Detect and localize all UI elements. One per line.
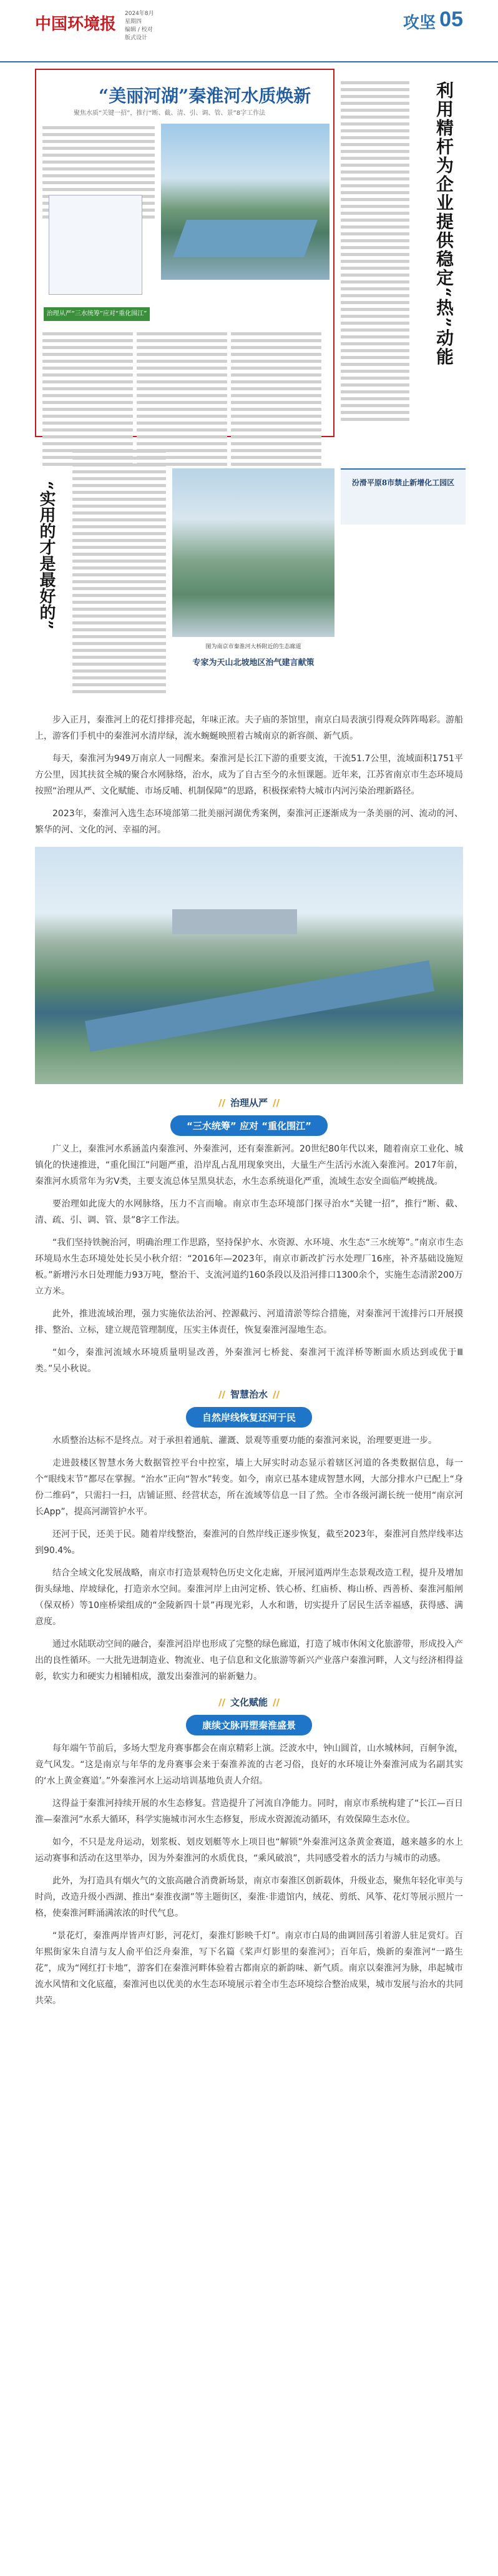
lead-story-box <box>35 69 334 437</box>
section-label: 治理从严 <box>230 1097 268 1108</box>
right-column-text <box>341 81 409 425</box>
section-name: 攻坚 <box>403 14 436 32</box>
lower-photo <box>172 468 334 637</box>
lower-right-headline: 汾滑平原8市禁止新增化工园区 <box>351 478 455 487</box>
paragraph: 要治理如此庞大的水网脉络，压力不言而喻。南京市生态环境部门探寻治水“关键一招”，推行“断、截、清、疏、引、调、管、景”8字工作法。 <box>35 1199 463 1225</box>
lead-quote-box <box>49 195 142 295</box>
section-header-2: // 智慧治水 // 自然岸线恢复还河于民 <box>35 1387 463 1428</box>
paragraph: “景花灯，秦淮两岸皆声灯影，河花灯，秦淮灯影映千灯”。南京市白局的曲调回荡引着游人驻足赏灯。百年熙街家朱自清与友人俞平伯泛舟秦淮，写下名篇《桨声灯影里的秦淮河》；百年后，焕新的秦淮河“一路生花”，成为“网红打卡地”，游客们在秦淮河畔体验着古都南京的新韵味、新气质。南京以秦淮河为脉，串起城市流水风情和文化底蕴，秦淮河也以优美的水生态环境展示着全市生态环境综合整治成果，城市发展与治水的共同共荣。 <box>35 1931 463 2006</box>
section-header-3: // 文化赋能 // 康续文脉再塑秦淮盛景 <box>35 1695 463 1735</box>
paragraph: 走进鼓楼区智慧水务大数据管控平台中控室，墙上大屏实时动态显示着辖区河道的各类数据信息，每一个“眼线末节”都尽在掌握。“治水”正向“智水”转变。如今，南京已基本建成智慧水网，大部分排水户已配上“身份二维码”，只需扫一扫，店铺证照、经营状态，所在流域等信息一目了然。全市各级河湖长统一使用“南京河长App”，提高河湖管护水平。 <box>35 1458 463 1517</box>
paragraph: 还河于民，还美于民。随着岸线整治，秦淮河的自然岸线正逐步恢复，截至2023年，秦淮河自然岸线率达到90.4%。 <box>35 1529 463 1556</box>
lower-photo-caption: 图为南京市秦淮河大桥附近的生态廊道 <box>205 644 301 650</box>
paragraph: 水质整治达标不是终点。对于承担着通航、灌溉、景观等重要功能的秦淮河来说，治理要更进一步。 <box>52 1436 437 1446</box>
section-ribbon: 自然岸线恢复还河于民 <box>186 1407 312 1428</box>
section-ribbon: 康续文脉再塑秦淮盛景 <box>186 1715 312 1735</box>
paragraph: 此外，为打造具有烟火气的文旅高融合消费新场景，南京市秦淮区创新载体，升级业态，聚焦年轻化审美与时尚，改造升级小西湖、推出“秦淮夜湖”等主题街区，秦淮·非遗馆内，绒花、剪纸、风筝、花灯等展示照片一格，使秦淮河畔涌满浓浓的时代气息。 <box>35 1876 463 1918</box>
section-label: 文化赋能 <box>230 1697 268 1708</box>
masthead-meta: 2024年8月 星期四 编辑 / 校对 版式设计 <box>125 11 154 41</box>
paragraph: 步入正月，秦淮河上的花灯排排亮起，年味正浓。夫子庙的茶馆里，南京白局表演引得观众阵阵喝彩。游船上，游客们手机中的秦淮河水清岸绿，流水蜿蜒映照着古城南京的新容颜、新气质。 <box>35 715 463 741</box>
lower-right-box <box>341 468 466 525</box>
page-number: 05 <box>439 7 463 31</box>
lead-section-banner: 治理从严“三水统筹”应对“重化围江” <box>44 307 150 321</box>
paragraph: “如今，秦淮河流域水环境质量明显改善，外秦淮河七桥瓮、秦淮河干流洋桥等断面水质达到或优于Ⅲ类。”吴小秋说。 <box>35 1348 463 1374</box>
newspaper-logo: 中国环境报 <box>35 15 117 34</box>
paragraph: 通过水陆联动空间的融合，秦淮河沿岸也形成了完整的绿色廊道，打造了城市休闲文化旅游带，形成投入产出的良性循环。一大批先进制造业、物流业、电子信息和文化旅游等新兴产业落户秦淮河畔，人文与经济相得益彰，软实力和硬实力相辅相成，激发出秦淮河的崭新魅力。 <box>35 1639 463 1682</box>
paragraph: 如今，不只是龙舟运动，划浆板、划皮划艇等水上项目也“解锁”外秦淮河这条黄金赛道，越来越多的水上运动赛事和活动在这里举办，因为外秦淮河的水质优良，“乘风破浪”，共同感受着水的活力与城市的动感。 <box>35 1837 463 1863</box>
lead-photo-river <box>173 220 318 257</box>
paragraph: 这得益于秦淮河持续开展的水生态修复。营造提升了河流自净能力。同时，南京市系统构建了“长江—百日淮—秦淮河”水系大循环，科学实施城市河水生态修复，形成水资源流动循环，有效保障生态水位。 <box>35 1799 463 1825</box>
section-label: 智慧治水 <box>230 1389 268 1400</box>
photo-river <box>85 960 434 1052</box>
section-ribbon: “三水统筹” 应对 “重化围江” <box>170 1115 328 1136</box>
paragraph: “我们坚持铁腕治河，明确治理工作思路，坚持保护水、水资源、水环境、水生态“三水统筹”。”南京市生态环境局水生态环境处处长吴小秋介绍：“2016年—2023年，南京市新改扩污水处理厂16座，补齐基础设施短板。”新增污水日处理能力93万吨，整治干、支流河道约160条段以及沿河排口1300余个，实施生态清淤200万立方米。 <box>35 1238 463 1296</box>
lead-headline: “美丽河湖”秦淮河水质焕新 <box>99 86 311 106</box>
right-column-story <box>341 69 466 437</box>
river-city-photo <box>35 847 463 1084</box>
paragraph: 2023年，秦淮河入选生态环境部第二批美丽河湖优秀案例，秦淮河正逐渐成为一条美丽的河、流动的河、繁华的河、文化的河、幸福的河。 <box>35 809 463 835</box>
photo-skyline <box>172 909 297 934</box>
left-vertical-headline: “实用的才是最好的” <box>37 481 56 629</box>
paragraph: 结合全域文化发展战略，南京市打造景观特色历史文化走廊，开展河道两岸生态景观改造工程，提升及增加街头绿地、岸坡绿化，打造亲水空间。秦淮河岸上由河定桥、铁心桥、红庙桥、梅山桥、西善桥、秦淮河船闸（保双桥）等10座桥梁组成的“金陵新四十景”再现光彩，人水和谐，切实提升了居民生活幸福感，获得感、满意度。 <box>35 1568 463 1627</box>
paragraph: 每年端午节前后，多场大型龙舟赛事都会在南京精彩上演。泛波水中，钟山圆首，山水城林间，百舸争流，竟气风发。“这是南京与年华的龙舟赛事会来于秦淮养流的古老习俗，良好的水环境让外秦淮河成为名副其实的‘水上黄金赛道’。”外秦淮河水上运动培训基地负责人介绍。 <box>35 1744 463 1786</box>
lead-subhead: 聚焦水质“关键一招”，推行“断、截、清、引、调、管、景”8字工作法 <box>74 110 266 117</box>
lower-right-story <box>341 443 466 706</box>
lower-left-text <box>72 450 166 697</box>
newspaper-thumbnail <box>35 69 466 706</box>
section-header-1: // 治理从严 // “三水统筹” 应对 “重化围江” <box>35 1095 463 1136</box>
masthead <box>0 0 498 62</box>
paragraph: 此外，推进流域治理，强力实施依法治河、控源截污、河道清淤等综合措施，对秦淮河干流排污口开展摸排、整治、立标，建立规范管理制度，压实主体责任，恢复秦淮河湿地生态。 <box>35 1309 463 1335</box>
lower-stories <box>35 443 466 706</box>
article-body <box>35 712 463 2015</box>
lower-headline: 专家为天山北坡地区治气建言献策 <box>192 658 315 668</box>
paragraph: 每天，秦淮河为949万南京人一同醒来。秦淮河是长江下游的重要支流，干流51.7公里，流域面积1751平方公里，因其扶贫全城的聚合水网脉络，治水，成为了自古至今的永恒课题。近年来，江苏省南京市生态环境局按照“治理从严、文化赋能、市场反哺、机制保障”的思路，积极探索特大城市内河污染治理新路径。 <box>35 754 463 796</box>
right-vertical-headline: 利用精杆为企业提供稳定“热”动能 <box>434 81 454 367</box>
paragraph: 广义上，秦淮河水系涵盖内秦淮河、外秦淮河，还有秦淮新河。20世纪80年代以来，随着南京工业化、城镇化的快速推进，“重化围江”问题严重，沿岸乱占乱用现象突出，大量生产生活污水流入秦淮河。2017年前，秦淮河水质常年为劣V类，主要支流总体呈黑臭状态，水生态系统退化严重，流域生态安全面临严峻挑战。 <box>35 1144 463 1187</box>
